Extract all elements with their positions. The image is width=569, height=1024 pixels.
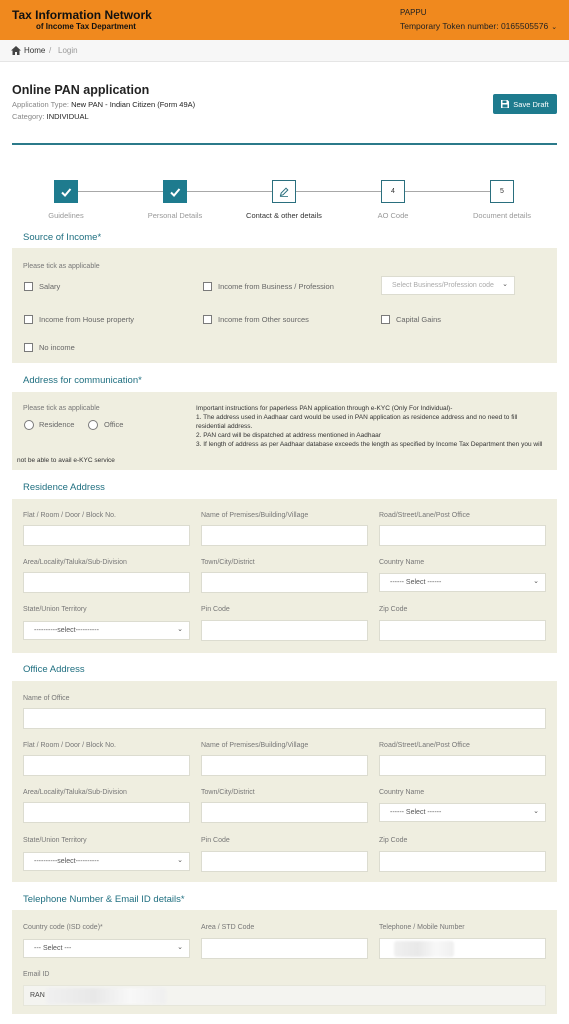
step-3-contact-details[interactable] <box>272 180 296 203</box>
save-draft-button[interactable] <box>493 94 557 114</box>
check-icon <box>60 186 72 198</box>
residence-address-panel <box>12 499 557 653</box>
instr-1b: residential address. <box>196 423 253 430</box>
brand-title: Tax Information Network <box>12 8 152 22</box>
off-town-label: Town/City/District <box>201 789 255 796</box>
res-area-input[interactable] <box>23 572 190 593</box>
res-pin-label: Pin Code <box>201 606 230 613</box>
off-premises-input[interactable] <box>201 755 368 776</box>
business-code-select[interactable] <box>381 276 515 295</box>
house-property-checkbox[interactable] <box>24 315 33 324</box>
off-state-label: State/Union Territory <box>23 837 87 844</box>
off-pin-input[interactable] <box>201 851 368 872</box>
step-label-document-details: Document details <box>473 211 531 220</box>
office-radio[interactable] <box>88 420 98 430</box>
instr-1a: 1. The address used in Aadhaar card would be used in PAN application as residence address and no need to fill <box>196 414 518 421</box>
res-flat-input[interactable] <box>23 525 190 546</box>
chevron-down-icon: ⌄ <box>177 626 183 633</box>
instr-title: Important instructions for paperless PAN application through e-KYC (Only For Individual)- <box>196 405 453 412</box>
office-name-input[interactable] <box>23 708 546 729</box>
off-state-value: ----------select---------- <box>34 858 99 865</box>
email-redaction <box>46 988 166 1004</box>
address-communication-heading: Address for communication* <box>23 375 142 386</box>
user-name: PAPPU <box>400 8 427 17</box>
res-town-input[interactable] <box>201 572 368 593</box>
off-area-input[interactable] <box>23 802 190 823</box>
chevron-down-icon: ⌄ <box>551 24 558 31</box>
other-sources-label: Income from Other sources <box>218 315 309 324</box>
office-name-label: Name of Office <box>23 695 70 702</box>
address-communication-panel <box>12 392 557 470</box>
business-code-value: Select Business/Profession code <box>392 282 494 289</box>
home-icon <box>11 46 21 55</box>
instr-3a: 3. If length of address as per Aadhaar database exceeds the length as specified by Income Tax Department then you will <box>196 441 543 448</box>
off-state-select[interactable] <box>23 852 190 871</box>
off-premises-label: Name of Premises/Building/Village <box>201 742 309 749</box>
business-income-checkbox[interactable] <box>203 282 212 291</box>
no-income-label: No income <box>39 343 75 352</box>
res-road-input[interactable] <box>379 525 546 546</box>
chevron-down-icon: ⌄ <box>533 808 539 815</box>
step-label-guidelines: Guidelines <box>48 211 84 220</box>
business-income-label: Income from Business / Profession <box>218 282 334 291</box>
off-road-input[interactable] <box>379 755 546 776</box>
step-1-guidelines[interactable] <box>54 180 78 203</box>
capital-gains-checkbox[interactable] <box>381 315 390 324</box>
res-area-label: Area/Locality/Taluka/Sub-Division <box>23 559 127 566</box>
res-premises-label: Name of Premises/Building/Village <box>201 512 309 519</box>
income-hint: Please tick as applicable <box>23 263 100 270</box>
res-country-select[interactable] <box>379 573 546 592</box>
off-zip-label: Zip Code <box>379 837 408 844</box>
off-town-input[interactable] <box>201 802 368 823</box>
res-country-value: ------ Select ------ <box>390 579 442 586</box>
isd-select[interactable] <box>23 939 190 958</box>
save-icon <box>501 100 509 108</box>
breadcrumb-home-link[interactable]: Home <box>24 46 46 55</box>
step-4-ao-code[interactable] <box>381 180 405 203</box>
page-title: Online PAN application <box>12 83 150 97</box>
app-type-value: New PAN - Indian Citizen (Form 49A) <box>71 100 196 109</box>
chevron-down-icon: ⌄ <box>533 578 539 585</box>
phone-label: Telephone / Mobile Number <box>379 924 465 931</box>
email-label: Email ID <box>23 971 50 978</box>
ekyc-instructions <box>196 404 542 449</box>
step-4-number: 4 <box>391 188 395 195</box>
res-state-label: State/Union Territory <box>23 606 87 613</box>
house-property-label: Income from House property <box>39 315 135 324</box>
category <box>12 112 89 121</box>
communication-hint: Please tick as applicable <box>23 405 100 412</box>
res-premises-input[interactable] <box>201 525 368 546</box>
email-input[interactable] <box>23 985 546 1006</box>
instr-3b: not be able to avail e-KYC service <box>17 457 115 464</box>
res-zip-input[interactable] <box>379 620 546 641</box>
chevron-down-icon: ⌄ <box>502 281 508 288</box>
residence-address-heading: Residence Address <box>23 482 105 493</box>
chevron-down-icon: ⌄ <box>177 857 183 864</box>
off-pin-label: Pin Code <box>201 837 230 844</box>
breadcrumb-separator: / <box>49 46 52 55</box>
off-zip-input[interactable] <box>379 851 546 872</box>
std-code-input[interactable] <box>201 938 368 959</box>
category-label: Category: <box>12 112 45 121</box>
save-draft-label: Save Draft <box>513 99 549 109</box>
isd-value: --- Select --- <box>34 945 72 952</box>
application-type <box>12 100 195 109</box>
off-country-value: ------ Select ------ <box>390 809 442 816</box>
off-area-label: Area/Locality/Taluka/Sub-Division <box>23 789 127 796</box>
email-value: RAN <box>30 992 45 999</box>
isd-label: Country code (ISD code)* <box>23 924 103 931</box>
step-label-contact-details: Contact & other details <box>246 211 322 220</box>
office-address-panel <box>12 681 557 882</box>
title-divider <box>12 143 557 145</box>
residence-radio-label: Residence <box>39 420 75 429</box>
contact-details-heading: Telephone Number & Email ID details* <box>23 894 185 905</box>
off-flat-label: Flat / Room / Door / Block No. <box>23 742 116 749</box>
off-country-label: Country Name <box>379 789 425 796</box>
res-town-label: Town/City/District <box>201 559 255 566</box>
check-icon <box>169 186 181 198</box>
phone-input[interactable] <box>379 938 546 959</box>
top-header <box>0 0 569 40</box>
phone-redaction <box>394 941 454 957</box>
source-of-income-panel <box>12 248 557 363</box>
std-label: Area / STD Code <box>201 924 255 931</box>
breadcrumb <box>0 40 569 62</box>
res-zip-label: Zip Code <box>379 606 408 613</box>
step-5-number: 5 <box>500 188 504 195</box>
instr-2: 2. PAN card will be dispatched at address mentioned in Aadhaar <box>196 432 381 439</box>
salary-label: Salary <box>39 282 61 291</box>
res-road-label: Road/Street/Lane/Post Office <box>379 512 470 519</box>
other-sources-checkbox[interactable] <box>203 315 212 324</box>
res-state-value: ----------select---------- <box>34 627 99 634</box>
brand-subtitle: of Income Tax Department <box>36 22 136 31</box>
residence-radio[interactable] <box>24 420 34 430</box>
app-type-label: Application Type: <box>12 100 69 109</box>
step-5-document-details[interactable] <box>490 180 514 203</box>
token-dropdown[interactable] <box>400 21 557 31</box>
edit-pencil-icon <box>278 186 290 198</box>
salary-checkbox[interactable] <box>24 282 33 291</box>
token-label: Temporary Token number: 0165505576 <box>400 21 549 31</box>
off-flat-input[interactable] <box>23 755 190 776</box>
breadcrumb-current: Login <box>58 46 78 55</box>
office-radio-label: Office <box>104 420 124 429</box>
res-country-label: Country Name <box>379 559 425 566</box>
res-state-select[interactable] <box>23 621 190 640</box>
no-income-checkbox[interactable] <box>24 343 33 352</box>
step-label-ao-code: AO Code <box>377 211 409 220</box>
off-road-label: Road/Street/Lane/Post Office <box>379 742 470 749</box>
capital-gains-label: Capital Gains <box>396 315 442 324</box>
source-of-income-heading: Source of Income* <box>23 232 102 243</box>
res-flat-label: Flat / Room / Door / Block No. <box>23 512 116 519</box>
chevron-down-icon: ⌄ <box>177 944 183 951</box>
contact-details-panel <box>12 910 557 1014</box>
office-address-heading: Office Address <box>23 664 85 675</box>
category-value: INDIVIDUAL <box>46 112 89 121</box>
off-country-select[interactable] <box>379 803 546 822</box>
step-2-personal-details[interactable] <box>163 180 187 203</box>
step-label-personal-details: Personal Details <box>147 211 203 220</box>
res-pin-input[interactable] <box>201 620 368 641</box>
